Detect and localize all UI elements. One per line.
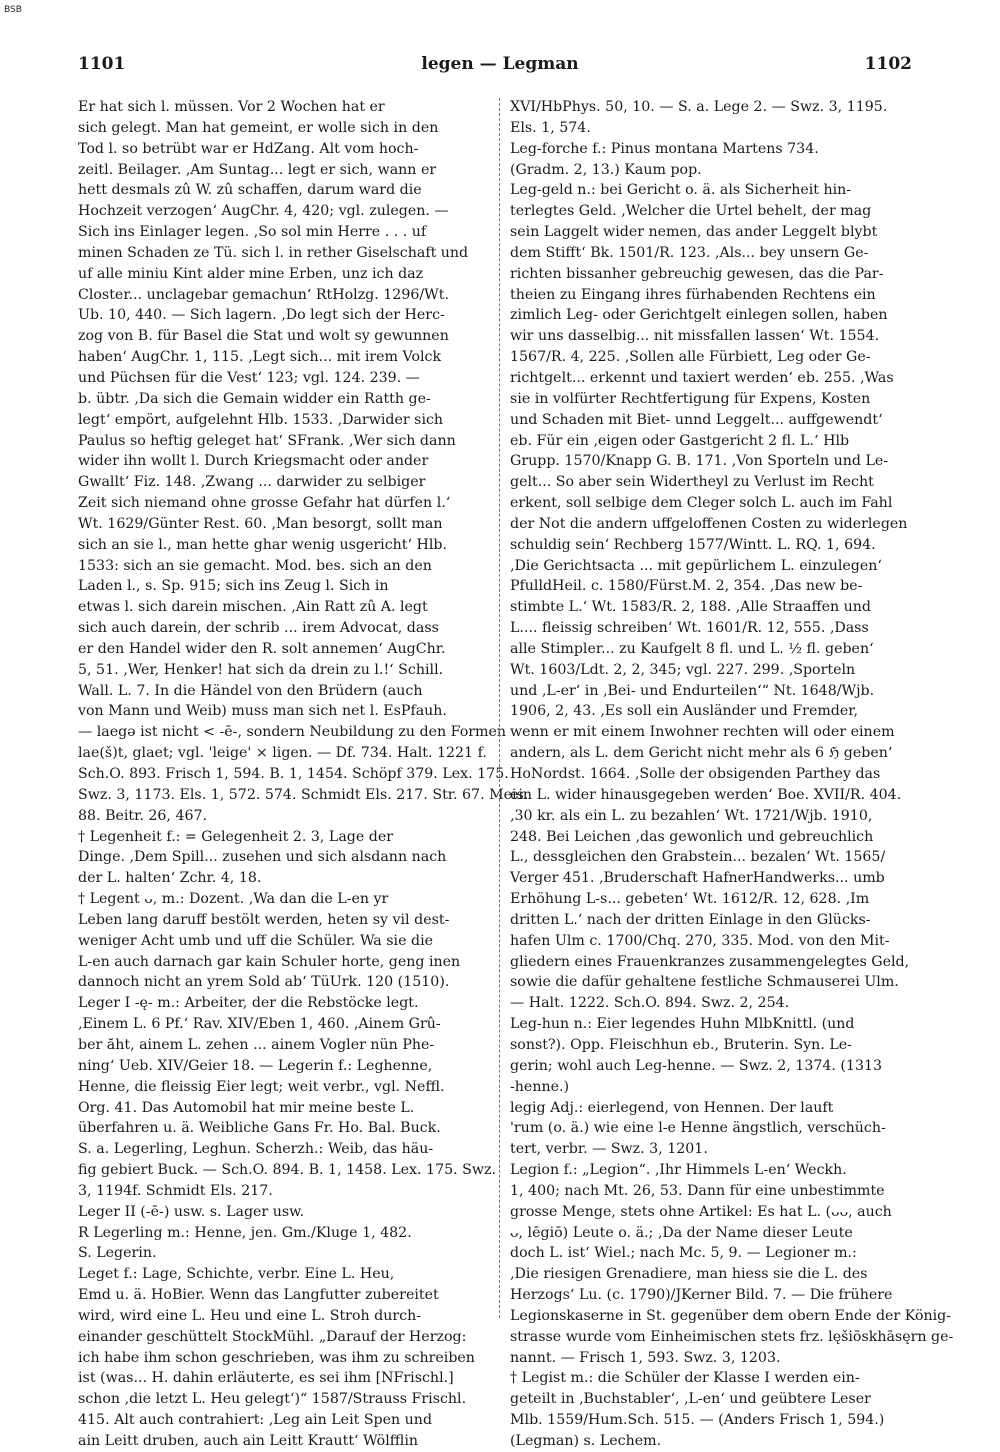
text-line: Grupp. 1570/Knapp G. B. 171. ‚Von Sporteln und Le- bbox=[510, 453, 889, 470]
text-line: wird, wird eine L. Heu und eine L. Stroh durch- bbox=[78, 1307, 422, 1324]
text-line: erkent, soll selbige dem Cleger solch L. auch im Fahl bbox=[510, 495, 893, 512]
text-line: Sich ins Einlager legen. ‚So sol min Herre . . . uf bbox=[78, 224, 427, 241]
text-line: wenn er mit einem Inwohner rechten will oder einem bbox=[510, 724, 895, 741]
text-line: ist (was... H. dahin erläuterte, es sei ihm [NFrischl.] bbox=[78, 1370, 454, 1387]
text-line: er den Handel wider den R. solt annemen‘ AugChr. bbox=[78, 640, 446, 657]
text-line: Closter... unclagebar gemachun‘ RtHolzg. 1296/Wt. bbox=[78, 286, 449, 303]
text-line: Legion f.: „Legion“. ‚Ihr Himmels L-en‘ Weckh. bbox=[510, 1162, 847, 1179]
text-line: zimlich Leg- oder Gerichtgelt einlegen sollen, haben bbox=[510, 307, 888, 324]
text-line: Herzogs‘ Lu. (c. 1790)/JKerner Bild. 7. — Die frühere bbox=[510, 1287, 893, 1304]
text-line: Swz. 3, 1173. Els. 1, 572. 574. Schmidt Els. 217. Str. 67. Meis. bbox=[78, 786, 529, 803]
text-line: Paulus so heftig geleget hat‘ SFrank. ‚Wer sich dann bbox=[78, 432, 456, 449]
text-line: doch L. ist‘ Wiel.; nach Mc. 5, 9. — Legioner m.: bbox=[510, 1245, 857, 1262]
text-line: lae(š)t, glaet; vgl. 'leige' × ligen. — Df. 734. Halt. 1221 f. bbox=[78, 745, 487, 762]
text-line: 'rum (o. ä.) wie eine l-e Henne ängstlich, verschüch- bbox=[510, 1120, 886, 1137]
text-line: L., dessgleichen den Grabstein... bezalen‘ Wt. 1565/ bbox=[510, 849, 886, 866]
running-title: legen — Legman bbox=[421, 54, 579, 74]
text-line: gliedern eines Frauenkranzes zusammengelegtes Geld, bbox=[510, 953, 910, 970]
text-line: ain Leitt druben, auch ain Leitt Krautt‘ Wölfflin bbox=[78, 1433, 419, 1449]
text-line: 1567/R. 4, 225. ‚Sollen alle Fürbiett, Leg oder Ge- bbox=[510, 349, 871, 366]
text-line: sich auch darein, der schrib ... irem Advocat, dass bbox=[78, 620, 439, 637]
text-line: tert, verbr. — Swz. 3, 1201. bbox=[510, 1141, 708, 1158]
text-line: b. übtr. ‚Da sich die Gemain widder ein Ratth ge- bbox=[78, 390, 431, 407]
text-line: Hochzeit verzogen‘ AugChr. 4, 420; vgl. zulegen. — bbox=[78, 203, 449, 220]
text-line: sich gelegt. Man hat gemeint, er wolle sich in den bbox=[78, 119, 439, 136]
text-line: zeitl. Beilager. ‚Am Suntag... legt er sich, wann er bbox=[78, 161, 437, 178]
text-line: und ‚L-er‘ in ‚Bei- und Endurteilen‘“ Nt. 1648/Wjb. bbox=[510, 682, 875, 699]
text-line: Legionskaserne in St. gegenüber dem obern Ende der König- bbox=[510, 1307, 952, 1324]
text-line: L.... fleissig schreiben‘ Wt. 1601/R. 12, 555. ‚Dass bbox=[510, 620, 869, 637]
text-line: ein L. wider hinausgegeben werden‘ Boe. XVII/R. 404. bbox=[510, 786, 902, 803]
text-line: Wt. 1603/Ldt. 2, 2, 345; vgl. 227. 299. ‚Sporteln bbox=[510, 661, 856, 678]
text-line: Org. 41. Das Automobil hat mir meine beste L. bbox=[78, 1099, 415, 1116]
text-line: weniger Acht umb und uff die Schüler. Wa sie die bbox=[78, 932, 433, 949]
text-line: sich an sie l., man hette ghar wenig usgericht‘ Hlb. bbox=[78, 536, 448, 553]
text-line: Verger 451. ‚Bruderschaft HafnerHandwerks... umb bbox=[510, 870, 885, 887]
text-line: Erhöhung L-s... gebeten‘ Wt. 1612/R. 12, 628. ‚Im bbox=[510, 891, 870, 908]
text-line: richtgelt... erkennt und taxiert werden‘ eb. 255. ‚Was bbox=[510, 369, 894, 386]
text-line: haben‘ AugChr. 1, 115. ‚Legt sich... mit irem Volck bbox=[78, 349, 442, 366]
text-line: stimbte L.‘ Wt. 1583/R. 2, 188. ‚Alle Straaffen und bbox=[510, 599, 871, 616]
text-line: Sch.O. 893. Frisch 1, 594. B. 1, 1454. Schöpf 379. Lex. 175. bbox=[78, 766, 509, 782]
text-line: Els. 1, 574. bbox=[510, 119, 591, 136]
text-line: sie in volfürter Rechtfertigung für Expens, Kosten bbox=[510, 390, 871, 407]
text-line: ‚Die Gerichtsacta ... mit gepürlichem L. einzulegen‘ bbox=[510, 557, 882, 574]
text-line: schuldig sein‘ Rechberg 1577/Wintt. L. RQ. 1, 694. bbox=[510, 536, 876, 553]
text-line: S. a. Legerling, Leghun. Scherzh.: Weib, das häu- bbox=[78, 1141, 434, 1158]
text-line: ning‘ Ueb. XIV/Geier 18. — Legerin f.: Leghenne, bbox=[78, 1057, 433, 1074]
text-line: etwas l. sich darein mischen. ‚Ain Ratt zû A. legt bbox=[78, 599, 428, 616]
text-line: Leger I -ę- m.: Arbeiter, der die Rebstöcke legt. bbox=[78, 995, 419, 1012]
text-line: S. Legerin. bbox=[78, 1245, 157, 1262]
text-line: gelt... So aber sein Widertheyl zu Verlust im Recht bbox=[510, 474, 874, 491]
text-line: richten bissanher gebreuchig gewesen, das die Par- bbox=[510, 265, 884, 282]
column-divider bbox=[499, 98, 500, 1318]
text-line: Mlb. 1559/Hum.Sch. 515. — (Anders Frisch 1, 594.) bbox=[510, 1412, 885, 1429]
text-line: Leget f.: Lage, Schichte, verbr. Eine L. Heu, bbox=[78, 1266, 395, 1283]
text-line: ‚Einem L. 6 Pf.‘ Rav. XIV/Eben 1, 460. ‚Ainem Grû- bbox=[78, 1016, 441, 1033]
text-line: nannt. — Frisch 1, 593. Swz. 3, 1203. bbox=[510, 1349, 781, 1366]
text-line: (Legman) s. Lechem. bbox=[510, 1433, 662, 1449]
text-line: Laden l., s. Sp. 915; sich ins Zeug l. Sich in bbox=[78, 578, 389, 595]
text-line: minen Schaden ze Tü. sich l. in rether Giselschaft und bbox=[78, 244, 469, 261]
text-line: Er hat sich l. müssen. Vor 2 Wochen hat er bbox=[78, 99, 385, 115]
text-line: überfahren u. ä. Weibliche Gans Fr. Ho. Bal. Buck. bbox=[78, 1120, 441, 1137]
text-line: — laegə ist nicht < -ē-, sondern Neubildung zu den Formen bbox=[78, 724, 507, 741]
text-line: 3, 1194f. Schmidt Els. 217. bbox=[78, 1182, 273, 1199]
text-line: uf alle miniu Kint alder mine Erben, unz ich daz bbox=[78, 265, 424, 282]
text-line: legt‘ empört, aufgelehnt Hlb. 1533. ‚Darwider sich bbox=[78, 411, 444, 428]
text-line: HoNordst. 1664. ‚Solle der obsigenden Parthey das bbox=[510, 766, 881, 782]
text-line: 1533: sich an sie gemacht. Mod. bes. sich an den bbox=[78, 557, 432, 574]
text-line: geteilt in ‚Buchstabler‘, ‚L-en‘ und geübtere Leser bbox=[510, 1391, 871, 1408]
text-line: XVI/HbPhys. 50, 10. — S. a. Lege 2. — Swz. 3, 1195. bbox=[510, 99, 888, 115]
text-line: schon ‚die letzt L. Heu gelegt‘)“ 1587/Strauss Frischl. bbox=[78, 1391, 467, 1408]
text-line: wir uns dasselbig... nit missfallen lassen‘ Wt. 1554. bbox=[510, 328, 880, 345]
text-line: dritten L.‘ nach der dritten Einlage in den Glücks- bbox=[510, 911, 871, 928]
text-line: 415. Alt auch contrahiert: ‚Leg ain Leit Spen und bbox=[78, 1412, 433, 1429]
text-line: — Halt. 1222. Sch.O. 894. Swz. 2, 254. bbox=[510, 995, 790, 1012]
text-line: zog von B. für Basel die Stat und wolt sy gewunnen bbox=[78, 328, 449, 345]
text-line: Ub. 10, 440. — Sich lagern. ‚Do legt sich der Herc- bbox=[78, 307, 445, 324]
text-line: legig Adj.: eierlegend, von Hennen. Der lauft bbox=[510, 1099, 834, 1116]
text-line: der L. halten‘ Zchr. 4, 18. bbox=[78, 870, 262, 887]
text-line: PfulldHeil. c. 1580/Fürst.M. 2, 354. ‚Das new be- bbox=[510, 578, 863, 595]
text-line: Wall. L. 7. In die Händel von den Brüdern (auch bbox=[78, 682, 423, 699]
text-line: theien zu Eingang ihres fürhabenden Rechtens ein bbox=[510, 286, 876, 303]
text-line: ᴗ, lēgiō) Leute o. ä.; ‚Da der Name dieser Leute bbox=[510, 1224, 853, 1241]
text-line: Leg-geld n.: bei Gericht o. ä. als Sicherheit hin- bbox=[510, 182, 852, 199]
text-line: wider ihn wollt l. Durch Kriegsmacht oder ander bbox=[78, 453, 429, 470]
text-line: † Legent ᴗ, m.: Dozent. ‚Wa dan die L-en yr bbox=[78, 891, 389, 908]
text-line: strasse wurde vom Einheimischen stets frz. lęšiōskhāsęrn ge- bbox=[510, 1328, 954, 1345]
text-line: 88. Beitr. 26, 467. bbox=[78, 807, 208, 824]
text-line: der Not die andern uffgeloffenen Costen zu widerlegen bbox=[510, 515, 908, 532]
text-line: grosse Menge, stets ohne Artikel: Es hat L. (ᴗᴗ, auch bbox=[510, 1203, 892, 1220]
text-line: terlegtes Geld. ‚Welcher die Urtel behelt, der mag bbox=[510, 203, 872, 220]
text-line: † Legist m.: die Schüler der Klasse I werden ein- bbox=[510, 1370, 860, 1387]
text-line: andern, als L. dem Gericht nicht mehr als 6 ℌ geben‘ bbox=[510, 745, 893, 762]
text-line: ‚Die riesigen Grenadiere, man hiess sie die L. des bbox=[510, 1266, 868, 1283]
text-line: 5, 51. ‚Wer, Henker! hat sich da drein zu l.!‘ Schill. bbox=[78, 661, 444, 678]
text-line: ich habe ihm schon geschrieben, was ihm zu schreiben bbox=[78, 1349, 475, 1366]
text-line: hett desmals zû W. zû schaffen, darum ward die bbox=[78, 182, 422, 199]
text-line: hafen Ulm c. 1700/Chq. 270, 335. Mod. von den Mit- bbox=[510, 932, 890, 949]
text-line: einander geschüttelt StockMühl. „Darauf der Herzog: bbox=[78, 1328, 467, 1345]
text-line: Tod l. so betrübt war er HdZang. Alt vom hoch- bbox=[78, 140, 419, 157]
page-number-right: 1102 bbox=[864, 54, 912, 74]
text-line: gerin; wohl auch Leg-henne. — Swz. 2, 1374. (1313 bbox=[510, 1057, 883, 1074]
text-line: alle Stimpler... zu Kaufgelt 8 fl. und L. ½ fl. geben‘ bbox=[510, 640, 874, 657]
text-line: Dinge. ‚Dem Spill... zusehen und sich alsdann nach bbox=[78, 849, 447, 866]
text-line: eb. Für ein ‚eigen oder Gastgericht 2 fl. L.‘ Hlb bbox=[510, 432, 850, 449]
text-line: dem Stifft‘ Bk. 1501/R. 123. ‚Als... bey unsern Ge- bbox=[510, 244, 869, 261]
text-line: Emd u. ä. HoBier. Wenn das Langfutter zubereitet bbox=[78, 1287, 439, 1304]
text-line: 1906, 2, 43. ‚Es soll ein Ausländer und Fremder, bbox=[510, 703, 859, 720]
text-line: Leben lang daruff bestölt werden, heten sy vil dest- bbox=[78, 911, 450, 928]
text-line: Leg-forche f.: Pinus montana Martens 734. bbox=[510, 140, 819, 157]
text-line: L-en auch darnach gar kain Schuler horte, geng inen bbox=[78, 953, 461, 970]
text-line: Henne, die fleissig Eier legt; weit verbr., vgl. Neffl. bbox=[78, 1078, 445, 1095]
text-line: sonst?). Opp. Fleischhun eb., Bruterin. Syn. Le- bbox=[510, 1036, 852, 1053]
text-line: von Mann und Weib) muss man sich net l. EsPfauh. bbox=[78, 703, 447, 720]
text-line: R Legerling m.: Henne, jen. Gm./Kluge 1, 482. bbox=[78, 1224, 412, 1241]
page-number-left: 1101 bbox=[78, 54, 126, 74]
text-line: (Gradm. 2, 13.) Kaum pop. bbox=[510, 161, 702, 178]
text-line: Zeit sich niemand ohne grosse Gefahr hat dürfen l.‘ bbox=[78, 495, 451, 512]
text-line: † Legenheit f.: = Gelegenheit 2. 3, Lage der bbox=[78, 828, 394, 845]
text-line: und Püchsen für die Vest‘ 123; vgl. 124. 239. — bbox=[78, 369, 420, 386]
text-line: Gwallt‘ Fiz. 148. ‚Zwang ... darwider zu selbiger bbox=[78, 474, 426, 491]
text-line: und Schaden mit Biet- unnd Leggelt... auffgewendt‘ bbox=[510, 411, 883, 428]
text-line: -henne.) bbox=[510, 1078, 570, 1095]
right-column bbox=[510, 97, 954, 1452]
text-line: Leg-hun n.: Eier legendes Huhn MlbKnittl. (und bbox=[510, 1016, 855, 1033]
library-stamp: BSB bbox=[4, 5, 22, 15]
text-line: 248. Bei Leichen ‚das gewonlich und gebreuchlich bbox=[510, 828, 874, 845]
text-line: Wt. 1629/Günter Rest. 60. ‚Man besorgt, sollt man bbox=[78, 515, 443, 532]
text-line: dannoch nicht an yrem Sold ab‘ TüUrk. 120 (1510). bbox=[78, 974, 450, 991]
text-line: fig gebiert Buck. — Sch.O. 894. B. 1, 1458. Lex. 175. Swz. bbox=[78, 1162, 496, 1179]
running-header bbox=[0, 54, 1000, 78]
text-line: sein Laggelt wider nemen, das ander Leggelt blybt bbox=[510, 224, 878, 241]
text-line: ‚30 kr. als ein L. zu bezahlen‘ Wt. 1721/Wjb. 1910, bbox=[510, 807, 873, 824]
text-line: ber ăht, ainem L. zehen ... ainem Vogler nün Phe- bbox=[78, 1036, 435, 1053]
left-column bbox=[78, 97, 529, 1452]
text-line: 1, 400; nach Mt. 26, 53. Dann für eine unbestimmte bbox=[510, 1182, 885, 1199]
text-line: sowie die dafür gehaltene festliche Schmauserei Ulm. bbox=[510, 974, 899, 991]
text-line: Leger II (-ē-) usw. s. Lager usw. bbox=[78, 1203, 305, 1220]
